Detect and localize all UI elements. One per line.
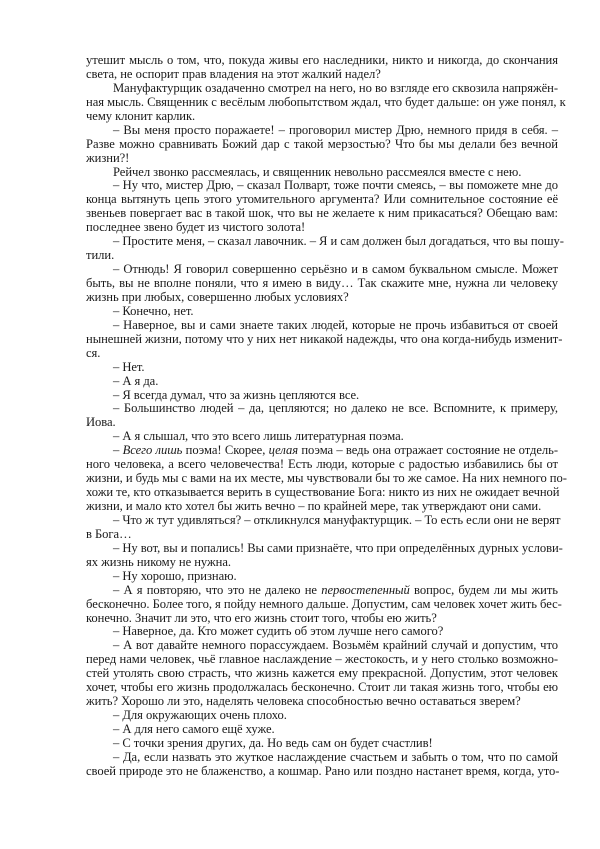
text-line bbox=[86, 737, 558, 751]
text-line bbox=[86, 765, 558, 779]
text-line bbox=[86, 430, 558, 444]
text-line bbox=[86, 540, 563, 556]
text-segment: – Ну что, мистер Дрю, – сказал Полварт, тоже почти смеясь, – вы поможете мне до bbox=[113, 178, 558, 193]
text-segment: своей природе это не блаженство, а кошмар. Рано или поздно настанет время, когда, уто- bbox=[86, 763, 560, 778]
text-line bbox=[86, 152, 558, 166]
text-line bbox=[86, 667, 558, 681]
text-line bbox=[86, 389, 558, 403]
text-segment: хожи те, кто отказывается верить в существование Бога: никто из них не ожидает вечной bbox=[86, 485, 560, 500]
text-line bbox=[86, 512, 561, 528]
text-line bbox=[86, 124, 558, 138]
text-line bbox=[86, 207, 558, 221]
text-line bbox=[86, 612, 558, 626]
text-line bbox=[86, 444, 558, 458]
text-line bbox=[86, 249, 558, 263]
text-segment: – bbox=[113, 443, 123, 458]
text-segment: перед нами человек, чьё главное наслаждение – жестокость, и у него столько возможно- bbox=[86, 652, 558, 667]
text-segment: бесконечно. Более того, я пойду немного дальше. Допустим, сам человек хочет жить бес- bbox=[86, 596, 562, 611]
text-line bbox=[86, 82, 558, 96]
text-line bbox=[86, 653, 558, 667]
text-line bbox=[86, 458, 558, 472]
text-segment: – Что ж тут удивляться? – откликнулся мануфактурщик. – То есть если они не верят bbox=[113, 512, 561, 527]
text-line bbox=[86, 570, 558, 584]
text-line bbox=[86, 486, 558, 500]
text-segment: – Ну хорошо, признаю. bbox=[113, 568, 237, 583]
text-line bbox=[86, 416, 558, 430]
text-segment: – Простите меня, – сказал лавочник. – Я и сам должен был догадаться, что вы пошу- bbox=[113, 234, 564, 249]
text-line bbox=[86, 138, 558, 152]
text-segment: – Большинство людей – да, цепляются; но далеко не все. Вспомните, к примеру, bbox=[113, 401, 558, 416]
text-segment: – Да, если назвать это жуткое наслаждение счастьем и забыть о том, что по самой bbox=[113, 749, 558, 764]
text-segment: ях жизнь никому не нужна. bbox=[86, 554, 231, 569]
text-line bbox=[86, 361, 558, 375]
text-segment: жизни, и будь мы с вами на их месте, мы чувствовали бы то же самое. На них немного по- bbox=[86, 471, 567, 486]
text-segment: утешит мысль о том, что, покуда живы его наследники, никто и никогда, до скончания bbox=[86, 53, 558, 67]
text-segment: – Для окружающих очень плохо. bbox=[113, 708, 287, 723]
text-line bbox=[86, 94, 566, 110]
text-segment: – Конечно, нет. bbox=[113, 303, 194, 318]
text-segment: конца вытянуть цепь этого утомительного аргумента? Или сомнительное состояние её bbox=[86, 192, 558, 207]
text-line bbox=[86, 179, 558, 193]
text-segment: – А я повторяю, что это не далеко не bbox=[113, 582, 322, 597]
document-page bbox=[86, 53, 567, 779]
text-segment: – Отнюдь! Я говорил совершенно серьёзно и в самом буквальном смысле. Может bbox=[113, 262, 558, 277]
text-segment: жизни?! bbox=[86, 150, 130, 165]
text-line bbox=[86, 305, 558, 319]
text-segment: – Вы меня просто поражаете! – проговорил мистер Дрю, немного придя в себя. – bbox=[113, 122, 558, 137]
text-line bbox=[86, 110, 558, 124]
text-segment: последнее звено будет из чистого золота! bbox=[86, 220, 306, 235]
text-segment: – Ну вот, вы и попались! Вы сами признаёте, что при определённых дурных услови- bbox=[113, 540, 563, 555]
text-line bbox=[86, 723, 558, 737]
text-line bbox=[86, 625, 558, 639]
text-segment: поэма – ведь она отражает состояние не отдель- bbox=[298, 443, 558, 458]
text-line bbox=[86, 751, 558, 765]
text-segment: – А для него самого ещё хуже. bbox=[113, 722, 275, 736]
text-line bbox=[86, 402, 558, 416]
text-segment: вопрос, будем ли мы жить bbox=[409, 582, 558, 597]
italic-text: Всего лишь bbox=[122, 443, 183, 458]
text-segment: – Я всегда думал, что за жизнь цепляются все. bbox=[113, 387, 360, 402]
text-line bbox=[86, 500, 558, 514]
text-line bbox=[86, 166, 558, 180]
text-segment: – С точки зрения других, да. Но ведь сам он будет счастлив! bbox=[113, 735, 433, 750]
text-segment: тили. bbox=[86, 248, 115, 263]
text-line bbox=[86, 277, 558, 291]
text-line bbox=[86, 681, 558, 695]
text-line bbox=[86, 709, 558, 723]
text-line bbox=[86, 584, 558, 598]
text-segment: света, не оспорит прав владения на этот жалкий надел? bbox=[86, 66, 381, 81]
text-segment: Разве можно сравнивать Божий дар с такой мерзостью? Что бы мы делали без вечной bbox=[86, 136, 558, 151]
text-line bbox=[86, 695, 558, 709]
text-line bbox=[86, 319, 558, 333]
text-line bbox=[86, 347, 558, 361]
text-segment: Мануфактурщик озадаченно смотрел на него, но во взгляде его сквозила напряжён- bbox=[113, 80, 558, 95]
text-line bbox=[86, 221, 558, 235]
text-line bbox=[86, 556, 558, 570]
text-segment: – А я да. bbox=[113, 373, 159, 388]
text-line bbox=[86, 234, 564, 249]
text-segment: ная мысль. Священник с весёлым любопытством ждал, что будет дальше: он уже понял, к bbox=[86, 94, 566, 109]
text-segment: чему клонит карлик. bbox=[86, 108, 196, 123]
text-segment: нынешней жизни, потому что у них нет никакой надежды, что она когда-нибудь изменит- bbox=[86, 331, 563, 346]
text-segment: – Нет. bbox=[113, 359, 145, 374]
text-segment: хочет, чтобы его жизнь продолжалась бесконечно. Стоит ли такая жизнь того, чтобы ею bbox=[86, 680, 558, 695]
text-line bbox=[86, 375, 558, 389]
text-segment: – А вот давайте немного порассуждаем. Возьмём крайний случай и допустим, что bbox=[113, 638, 558, 653]
text-line bbox=[86, 331, 563, 347]
text-line bbox=[86, 263, 558, 277]
text-segment: жить? Хорошо ли это, наделять человека способностью вечно оставаться зверем? bbox=[86, 694, 521, 709]
text-segment: Иова. bbox=[86, 415, 116, 430]
text-line bbox=[86, 68, 558, 82]
text-line bbox=[86, 639, 558, 653]
text-segment: ся. bbox=[86, 345, 101, 360]
text-segment: ного человека, а всего человечества! Есть люди, которые с радостью избавились бы от bbox=[86, 457, 558, 472]
text-segment: Рейчел звонко рассмеялась, и священник невольно рассмеялся вместе с нею. bbox=[113, 164, 522, 179]
text-line bbox=[86, 471, 567, 486]
text-line bbox=[86, 596, 562, 612]
text-segment: быть, вы не вполне поняли, что я имею в виду… Так скажите мне, нужна ли человеку bbox=[86, 276, 558, 290]
text-segment: жизни, и мало кто хотел бы жить вечно – по крайней мере, так утверждают они сами. bbox=[86, 499, 542, 513]
text-line bbox=[86, 528, 558, 542]
italic-text: первостепенный bbox=[321, 582, 410, 597]
text-segment: – Наверное, вы и сами знаете таких людей, которые не прочь избавиться от своей bbox=[113, 317, 558, 332]
text-segment: – А я слышал, что это всего лишь литературная поэма. bbox=[113, 429, 404, 444]
text-segment: жизнь при любых, совершенно любых условиях? bbox=[86, 289, 349, 304]
text-line bbox=[86, 54, 558, 68]
text-segment: конечно. Значит ли это, что его жизнь стоит того, чтобы ею жить? bbox=[86, 610, 437, 625]
text-segment: в Бога… bbox=[86, 526, 132, 541]
italic-text: целая bbox=[268, 443, 299, 458]
text-line bbox=[86, 291, 558, 305]
text-segment: – Наверное, да. Кто может судить об этом лучше него самого? bbox=[113, 624, 444, 639]
text-segment: звеньев повергает вас в такой шок, что вы не желаете к ним прикасаться? Обещаю вам: bbox=[86, 206, 558, 221]
text-line bbox=[86, 193, 558, 207]
text-segment: поэма! Скорее, bbox=[182, 443, 269, 458]
text-segment: стей утолять свою страсть, что жизнь кажется ему прекрасной. Допустим, этот человек bbox=[86, 666, 558, 681]
